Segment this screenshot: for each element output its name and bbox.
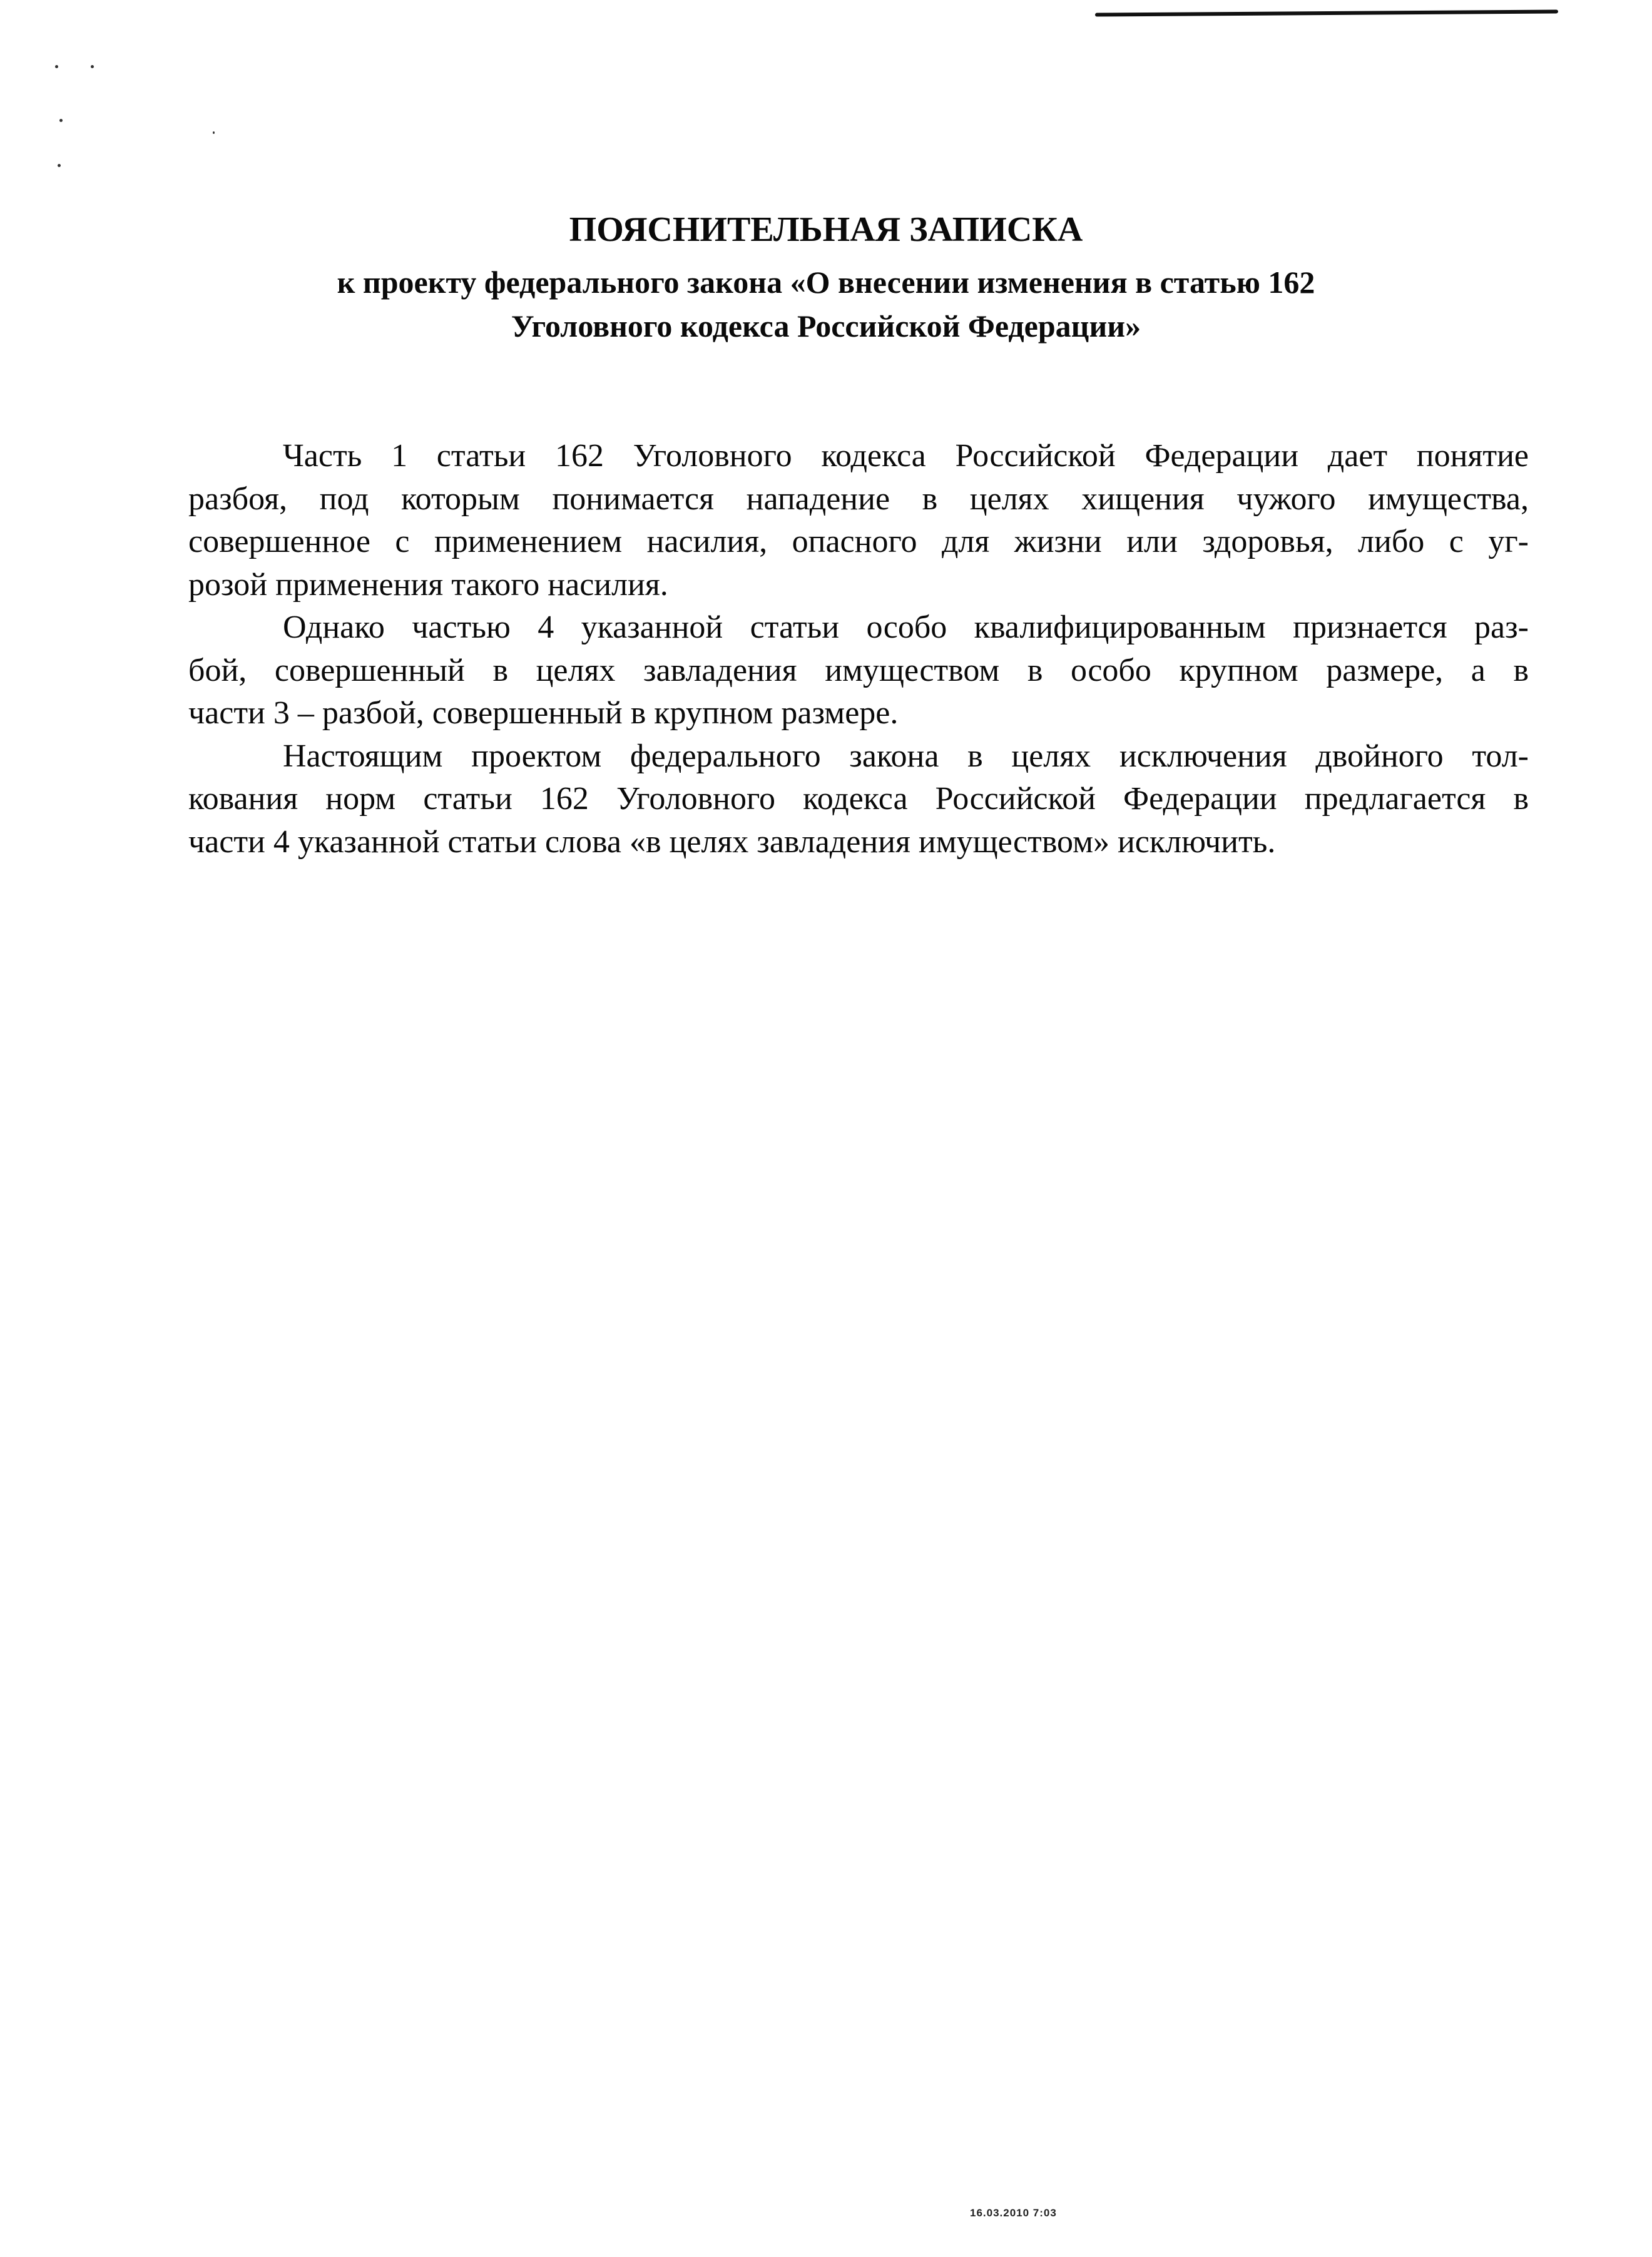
text-line: части 4 указанной статьи слова «в целях завладения имуществом» исключить.	[188, 823, 1276, 860]
text-line: розой применения такого насилия.	[188, 566, 668, 603]
scan-speck	[91, 65, 94, 68]
document-body	[188, 435, 1529, 864]
fax-footer-stamp: 16.03.2010 7:03	[970, 2207, 1057, 2219]
document-title: ПОЯСНИТЕЛЬНАЯ ЗАПИСКА	[569, 210, 1083, 249]
paragraph-3	[188, 735, 1529, 864]
scan-speck	[58, 164, 61, 167]
scan-speck	[55, 65, 58, 68]
scan-artifact-line	[1095, 9, 1558, 16]
paragraph-1	[188, 435, 1529, 606]
text-line: Часть 1 статьи 162 Уголовного кодекса Российской Федерации дает понятие	[283, 438, 1529, 474]
document-subtitle-line: к проекту федерального закона «О внесении изменения в статью 162	[337, 265, 1315, 300]
paragraph-2	[188, 606, 1529, 735]
text-line: Настоящим проектом федерального закона в целях исключения двойного тол-	[283, 738, 1529, 774]
text-line: кования норм статьи 162 Уголовного кодекса Российской Федерации предлагается в	[188, 781, 1529, 817]
text-line: бой, совершенный в целях завладения имуществом в особо крупном размере, а в	[188, 652, 1529, 688]
document-subtitle-line: Уголовного кодекса Российской Федерации»	[511, 308, 1141, 344]
scan-speck	[213, 131, 215, 134]
text-line: совершенное с применением насилия, опасного для жизни или здоровья, либо с уг-	[188, 524, 1529, 559]
text-line: Однако частью 4 указанной статьи особо квалифицированным признается раз-	[283, 609, 1529, 645]
text-line: части 3 – разбой, совершенный в крупном размере.	[188, 695, 899, 731]
text-line: разбоя, под которым понимается нападение в целях хищения чужого имущества,	[188, 481, 1529, 517]
scan-speck	[59, 119, 63, 122]
